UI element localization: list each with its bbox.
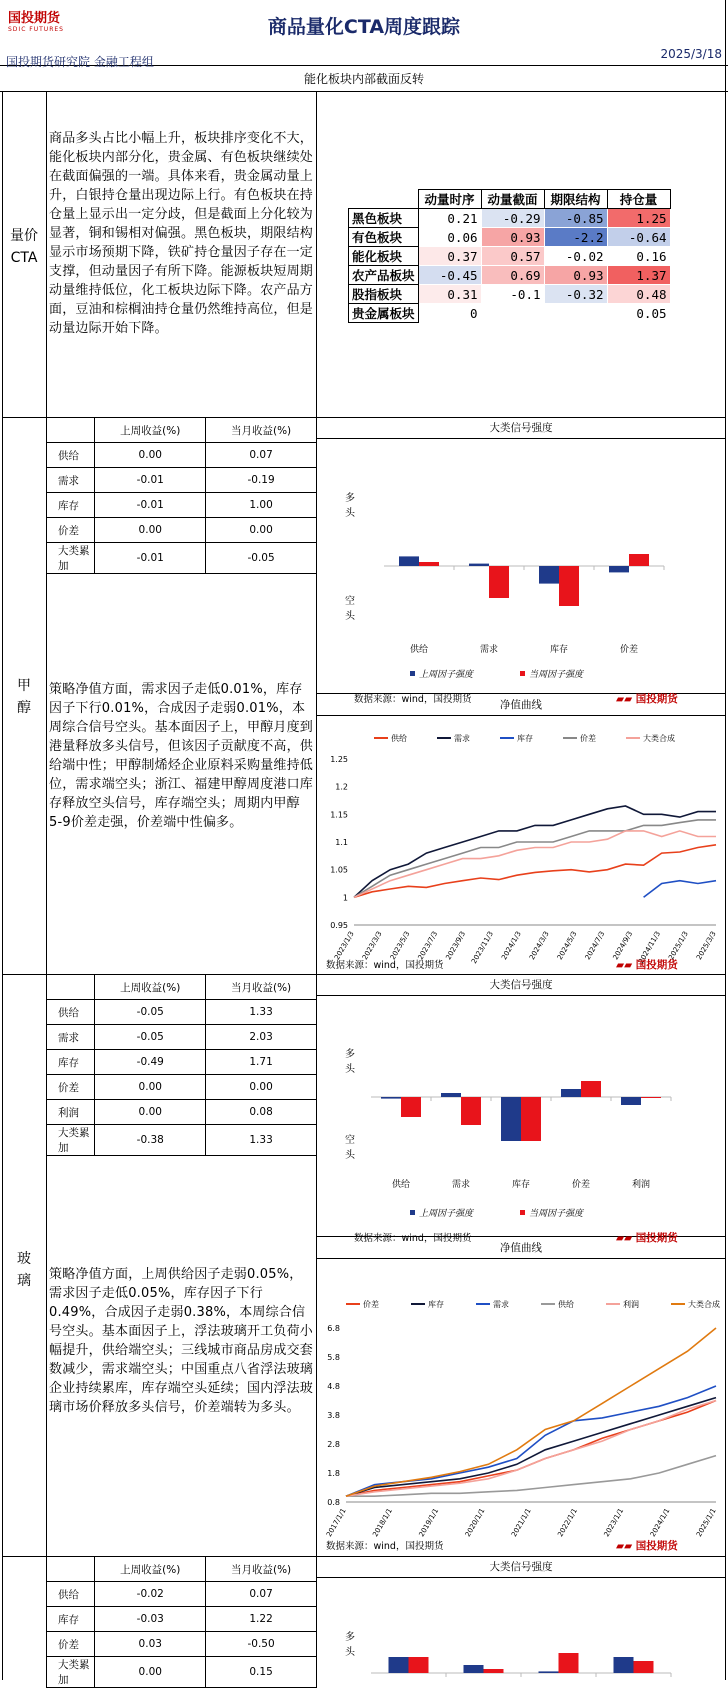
heat-row-label: 能化板块 — [349, 247, 419, 266]
section-label-cta — [2, 225, 46, 269]
legend-swatch — [520, 671, 525, 676]
heat-row-label: 农产品板块 — [349, 266, 419, 285]
bar — [609, 566, 629, 572]
section4-signal-title: 大类信号强度 — [316, 1556, 726, 1578]
heat-cell: 0.48 — [607, 285, 670, 304]
x-tick-label: 2022/1/1 — [556, 1507, 579, 1539]
category-label: 库存 — [511, 1180, 531, 1190]
bar — [389, 1657, 409, 1673]
section4-signal-panel — [316, 1556, 726, 1680]
heat-row-label: 黑色板块 — [349, 209, 419, 228]
glass-table-cell: 利润 — [47, 1100, 95, 1125]
heat-col-header: 动量时序 — [418, 190, 481, 209]
long-label: 多 — [345, 1632, 355, 1643]
heat-cell: 0.37 — [418, 247, 481, 266]
heat-col-header: 期限结构 — [544, 190, 607, 209]
heat-row-label: 贵金属板块 — [349, 304, 419, 323]
heat-cell: 1.25 — [607, 209, 670, 228]
cta-paragraph: 商品多头占比小幅上升，板块排序变化不大，能化板块内部分化，贵金属、有色板块继续处在截面偏强的一端。具体来看，贵金属动量上升，白银持仓量出现边际上行。有色板块在持仓量上显示出一定分歧，但是截面上分化较为显著，铜和锡相对偏强。黑色板块，期限结构显示市场预期下降，铁矿持仓量因子存在一定支撑，但动量因子有所下降。能源板块短周期动量维持低位，化工板块边际下降。农产品方面，豆油和棕榈油持仓量仍然维持高位，但是动量边际开始下降。 — [49, 131, 314, 336]
glass-table-cell: -0.05 — [95, 1025, 206, 1050]
category-label: 价差 — [619, 645, 639, 655]
page-title: 商品量化CTA周度跟踪 — [267, 16, 461, 38]
methanol-table-cell: -0.19 — [206, 468, 317, 493]
glass-table-cell: 0.00 — [206, 1075, 317, 1100]
methanol-table-col-header: 当月收益(%) — [206, 418, 317, 443]
glass-table-cell: 大类累加 — [47, 1125, 95, 1156]
x-tick-label: 2025/3/3 — [695, 930, 718, 962]
section4-table-cell: 价差 — [47, 1632, 95, 1657]
bar — [634, 1661, 654, 1673]
x-tick-label: 2024/11/3 — [637, 930, 663, 966]
heat-row — [349, 304, 671, 323]
bar — [581, 1081, 601, 1097]
methanol-table-row — [47, 543, 317, 574]
glass-table-cell: 1.33 — [206, 1000, 317, 1025]
heat-cell — [544, 304, 607, 323]
bar — [621, 1097, 641, 1105]
section4-table-cell: 0.03 — [95, 1632, 206, 1657]
source-note: 数据来源：wind，国投期货 — [354, 694, 472, 705]
x-tick-label: 2024/3/3 — [528, 930, 551, 962]
bar — [501, 1097, 521, 1141]
short-label: 空 — [345, 1135, 355, 1146]
logo-subtext: SDIC FUTURES — [8, 26, 64, 33]
x-tick-label: 2025/1/1 — [695, 1507, 718, 1539]
legend-label: 上周因子强度 — [419, 1209, 474, 1219]
glass-signal-panel — [316, 974, 726, 1244]
heat-cell: 0.57 — [481, 247, 544, 266]
cta-label-text: 量价CTA — [10, 228, 38, 266]
glass-table-row — [47, 1050, 317, 1075]
legend-swatch — [410, 1210, 415, 1215]
glass-table-cell: 1.71 — [206, 1050, 317, 1075]
legend-label: 需求 — [493, 1300, 509, 1309]
section-label-glass — [2, 1248, 46, 1292]
methanol-nav-chart — [316, 716, 726, 974]
glass-table-row — [47, 1075, 317, 1100]
heat-cell: -0.45 — [418, 266, 481, 285]
brand-logo: ▰▰ 国投期货 — [616, 1540, 678, 1552]
glass-nav-chart — [316, 1259, 726, 1556]
glass-table-cell: -0.38 — [95, 1125, 206, 1156]
long-label: 头 — [345, 508, 355, 519]
series-line — [346, 1386, 716, 1496]
glass-table-cell: -0.49 — [95, 1050, 206, 1075]
x-tick-label: 2024/7/3 — [583, 930, 607, 962]
brand-logo: ▰▰ 国投期货 — [616, 693, 678, 705]
heat-row — [349, 247, 671, 266]
methanol-table-cell: -0.01 — [95, 543, 206, 574]
section4-table-cell: -0.02 — [95, 1582, 206, 1607]
x-tick-label: 2023/11/3 — [470, 930, 495, 966]
source-note: 数据来源：wind，国投期货 — [354, 1233, 472, 1244]
frame-left — [2, 92, 3, 1680]
section4-table-row — [47, 1607, 317, 1632]
glass-table-row — [47, 1000, 317, 1025]
legend-label: 供给 — [391, 734, 407, 743]
bar — [539, 1671, 559, 1673]
glass-table-cell: 0.08 — [206, 1100, 317, 1125]
glass-nav-panel — [316, 1237, 726, 1556]
heat-cell: 0.69 — [481, 266, 544, 285]
glass-signal-title: 大类信号强度 — [316, 974, 726, 996]
methanol-table-row — [47, 493, 317, 518]
bar — [401, 1097, 421, 1117]
glass-table-cell: -0.05 — [95, 1000, 206, 1025]
x-tick-label: 2024/9/3 — [611, 930, 635, 962]
x-tick-label: 2023/7/3 — [416, 930, 440, 962]
heat-row — [349, 209, 671, 228]
long-label: 头 — [345, 1647, 355, 1658]
x-tick-label: 2024/5/3 — [555, 930, 579, 962]
heat-cell: -0.02 — [544, 247, 607, 266]
legend-label: 利润 — [623, 1300, 639, 1309]
bar — [561, 1089, 581, 1097]
y-tick-label: 1 — [342, 893, 348, 903]
y-tick-label: 1.15 — [330, 810, 348, 820]
glass-table-cell: 1.33 — [206, 1125, 317, 1156]
methanol-table-row — [47, 468, 317, 493]
legend-label: 需求 — [454, 734, 470, 743]
glass-table-row — [47, 1100, 317, 1125]
glass-table-cell: 0.00 — [95, 1075, 206, 1100]
methanol-table-cell: -0.01 — [95, 468, 206, 493]
factor-heatmap-table — [348, 189, 671, 323]
short-label: 头 — [345, 1150, 355, 1161]
bar — [464, 1665, 484, 1673]
methanol-table-cell: -0.01 — [95, 493, 206, 518]
section4-table-cell: 0.07 — [206, 1582, 317, 1607]
bar — [559, 566, 579, 606]
x-tick-label: 2023/3/3 — [360, 930, 384, 962]
bar — [399, 556, 419, 566]
legend-label: 库存 — [428, 1300, 444, 1309]
methanol-table-cell: 0.00 — [95, 443, 206, 468]
x-tick-label: 2023/1/1 — [602, 1507, 626, 1539]
x-tick-label: 2019/1/1 — [417, 1507, 441, 1539]
label-column-line — [46, 92, 47, 1680]
section4-table-cell: -0.03 — [95, 1607, 206, 1632]
methanol-table-cell: 大类累加 — [47, 543, 95, 574]
brand-logo: ▰▰ 国投期货 — [616, 959, 678, 971]
x-tick-label: 2020/1/1 — [463, 1507, 487, 1539]
heat-cell: -0.64 — [607, 228, 670, 247]
heat-col-header: 动量截面 — [481, 190, 544, 209]
long-label: 头 — [345, 1064, 355, 1075]
legend-label: 当周因子强度 — [529, 1209, 584, 1219]
bar — [539, 566, 559, 584]
y-tick-label: 1.1 — [335, 838, 348, 847]
category-label: 利润 — [631, 1180, 651, 1190]
category-label: 需求 — [451, 1180, 471, 1190]
category-label: 价差 — [571, 1180, 591, 1190]
y-tick-label: 1.25 — [330, 755, 348, 764]
glass-table-col-header: 当月收益(%) — [206, 975, 317, 1000]
bar — [489, 566, 509, 598]
legend-swatch — [520, 1210, 525, 1215]
methanol-table-cell: -0.05 — [206, 543, 317, 574]
long-label: 多 — [345, 1049, 355, 1060]
glass-table-header — [47, 975, 317, 1000]
glass-table-cell: 2.03 — [206, 1025, 317, 1050]
methanol-table-row — [47, 518, 317, 543]
section4-return-table — [46, 1556, 317, 1688]
heat-cell: 0.31 — [418, 285, 481, 304]
logo-text: 国投期货 — [8, 11, 61, 26]
glass-table-cell: 需求 — [47, 1025, 95, 1050]
y-tick-label: 4.8 — [327, 1382, 340, 1391]
bar — [629, 554, 649, 566]
bar — [469, 564, 489, 566]
bar — [441, 1093, 461, 1097]
section4-table-col-header: 上周收益(%) — [95, 1557, 206, 1582]
category-label: 供给 — [391, 1180, 411, 1190]
glass-table-cell: 供给 — [47, 1000, 95, 1025]
source-note: 数据来源：wind，国投期货 — [326, 1541, 444, 1552]
category-label: 供给 — [409, 645, 429, 655]
y-tick-label: 6.8 — [327, 1324, 340, 1333]
short-label: 头 — [345, 611, 355, 622]
heat-cell: -0.32 — [544, 285, 607, 304]
y-tick-label: 1.05 — [330, 865, 348, 875]
section4-table-col-header — [47, 1557, 95, 1582]
bar — [484, 1669, 504, 1673]
glass-table-cell: 库存 — [47, 1050, 95, 1075]
y-tick-label: 0.95 — [330, 921, 348, 930]
legend-label: 大类合成 — [643, 734, 675, 743]
legend-swatch — [410, 671, 415, 676]
y-tick-label: 2.8 — [327, 1440, 340, 1449]
short-label: 空 — [345, 596, 355, 607]
heat-cell: 0 — [418, 304, 481, 323]
y-tick-label: 5.8 — [327, 1353, 340, 1362]
heat-row-label: 有色板块 — [349, 228, 419, 247]
x-tick-label: 2023/1/3 — [333, 930, 356, 962]
glass-table-row — [47, 1025, 317, 1050]
methanol-table-cell: 需求 — [47, 468, 95, 493]
methanol-table-row — [47, 443, 317, 468]
bar — [614, 1657, 634, 1673]
methanol-table-cell: 供给 — [47, 443, 95, 468]
glass-table-col-header — [47, 975, 95, 1000]
series-line — [346, 1456, 716, 1497]
series-line — [346, 1328, 716, 1496]
section4-table-col-header: 当月收益(%) — [206, 1557, 317, 1582]
glass-label-text: 玻璃 — [17, 1251, 31, 1289]
section4-table-row — [47, 1582, 317, 1607]
heat-cell: -2.2 — [544, 228, 607, 247]
legend-label: 供给 — [558, 1300, 574, 1309]
report-subtitle: 能化板块内部截面反转 — [0, 67, 728, 92]
glass-return-table — [46, 974, 317, 1156]
x-tick-label: 2024/1/1 — [648, 1507, 672, 1539]
methanol-return-table — [46, 417, 317, 574]
methanol-nav-panel — [316, 694, 726, 974]
y-tick-label: 1.2 — [335, 782, 348, 792]
methanol-signal-title: 大类信号强度 — [316, 417, 726, 439]
heat-cell: 0.93 — [544, 266, 607, 285]
methanol-table-header — [47, 418, 317, 443]
y-tick-label: 1.8 — [327, 1469, 340, 1478]
section4-table-header — [47, 1557, 317, 1582]
methanol-nav-title: 净值曲线 — [316, 694, 726, 716]
category-label: 需求 — [479, 645, 499, 655]
bar — [559, 1653, 579, 1673]
glass-paragraph: 策略净值方面，上周供给因子走弱0.05%，需求因子走低0.05%，库存因子下行0.49%，合成因子走弱0.38%，本周综合信号空头。基本面因子上，浮法玻璃开工负荷小幅提升，供给端空头；三线城市商品房成交套数减少，需求端空头；中国重点八省浮法玻璃企业持续累库，库存端空头延续；国内浮法玻璃市场价释放多头信号，价差端转为多头。 — [49, 1267, 314, 1415]
heat-row — [349, 285, 671, 304]
methanol-label-text: 甲醇 — [17, 678, 31, 716]
methanol-table-cell: 0.00 — [206, 518, 317, 543]
x-tick-label: 2021/1/1 — [510, 1507, 533, 1539]
methanol-table-col-header: 上周收益(%) — [95, 418, 206, 443]
section4-table-row — [47, 1632, 317, 1657]
heat-cell — [481, 304, 544, 323]
heat-cell: 0.05 — [607, 304, 670, 323]
section4-table-cell: 大类累加 — [47, 1657, 95, 1688]
glass-table-col-header: 上周收益(%) — [95, 975, 206, 1000]
methanol-table-cell: 库存 — [47, 493, 95, 518]
glass-signal-chart — [316, 996, 726, 1244]
bar — [419, 562, 439, 566]
bar — [461, 1097, 481, 1125]
legend-label: 当周因子强度 — [529, 670, 584, 680]
legend-label: 价差 — [363, 1300, 379, 1309]
x-tick-label: 2023/9/3 — [444, 930, 468, 962]
heat-cell: 0.16 — [607, 247, 670, 266]
glass-table-cell: 价差 — [47, 1075, 95, 1100]
section4-table-cell: 0.15 — [206, 1657, 317, 1688]
heat-corner — [349, 190, 419, 209]
heat-cell: -0.1 — [481, 285, 544, 304]
source-note: 数据来源：wind，国投期货 — [326, 960, 444, 971]
glass-table-cell: 0.00 — [95, 1100, 206, 1125]
org-name: 国投期货研究院 金融工程组 — [6, 55, 154, 69]
legend-label: 价差 — [580, 734, 596, 743]
y-tick-label: 0.8 — [327, 1498, 340, 1507]
y-tick-label: 3.8 — [327, 1411, 340, 1420]
bar — [521, 1097, 541, 1141]
bar — [409, 1657, 429, 1673]
section-label-methanol — [2, 675, 46, 719]
methanol-table-cell: 价差 — [47, 518, 95, 543]
x-tick-label: 2025/1/3 — [667, 930, 690, 962]
series-line — [354, 845, 716, 898]
glass-table-row — [47, 1125, 317, 1156]
brand-logo: ▰▰ 国投期货 — [616, 1232, 678, 1244]
methanol-paragraph: 策略净值方面，需求因子走低0.01%，库存因子下行0.01%，合成因子走弱0.01%，本周综合信号空头。基本面因子上，甲醇月度到港量释放多头信号，但该因子贡献度不高，供给端中性；甲醇制烯烃企业原料采购量维持低位，需求端空头；浙江、福建甲醇周度港口库存释放空头信号，库存端空头；周期内甲醇5-9价差走强，价差端中性偏多。 — [49, 682, 314, 830]
methanol-table-cell: 0.07 — [206, 443, 317, 468]
heat-col-header: 持仓量 — [607, 190, 670, 209]
methanol-table-cell: 0.00 — [95, 518, 206, 543]
bar — [641, 1097, 661, 1098]
section4-table-cell: 1.22 — [206, 1607, 317, 1632]
x-tick-label: 2024/1/3 — [500, 930, 523, 962]
heat-cell: 1.37 — [607, 266, 670, 285]
category-label: 库存 — [549, 645, 569, 655]
heat-row — [349, 228, 671, 247]
bar — [381, 1097, 401, 1099]
section4-table-cell: 供给 — [47, 1582, 95, 1607]
report-date: 2025/3/18 — [660, 47, 722, 61]
heat-row-label: 股指板块 — [349, 285, 419, 304]
x-tick-label: 2023/5/3 — [388, 930, 412, 962]
heat-cell: -0.29 — [481, 209, 544, 228]
heat-row — [349, 266, 671, 285]
series-line — [644, 881, 716, 898]
section4-table-cell: -0.50 — [206, 1632, 317, 1657]
heat-cell: 0.21 — [418, 209, 481, 228]
heat-cell: 0.93 — [481, 228, 544, 247]
section4-table-row — [47, 1657, 317, 1688]
glass-nav-title: 净值曲线 — [316, 1237, 726, 1259]
legend-label: 大类合成 — [688, 1300, 720, 1309]
section4-table-cell: 0.00 — [95, 1657, 206, 1688]
heat-cell: -0.85 — [544, 209, 607, 228]
x-tick-label: 2017/1/1 — [325, 1507, 348, 1539]
legend-label: 上周因子强度 — [419, 670, 474, 680]
x-tick-label: 2018/1/1 — [371, 1507, 394, 1539]
methanol-table-cell: 1.00 — [206, 493, 317, 518]
heat-header-row — [349, 190, 671, 209]
methanol-table-col-header — [47, 418, 95, 443]
section4-signal-chart — [316, 1578, 726, 1680]
section4-table-cell: 库存 — [47, 1607, 95, 1632]
heat-cell: 0.06 — [418, 228, 481, 247]
legend-label: 库存 — [517, 734, 533, 743]
long-label: 多 — [345, 493, 355, 504]
